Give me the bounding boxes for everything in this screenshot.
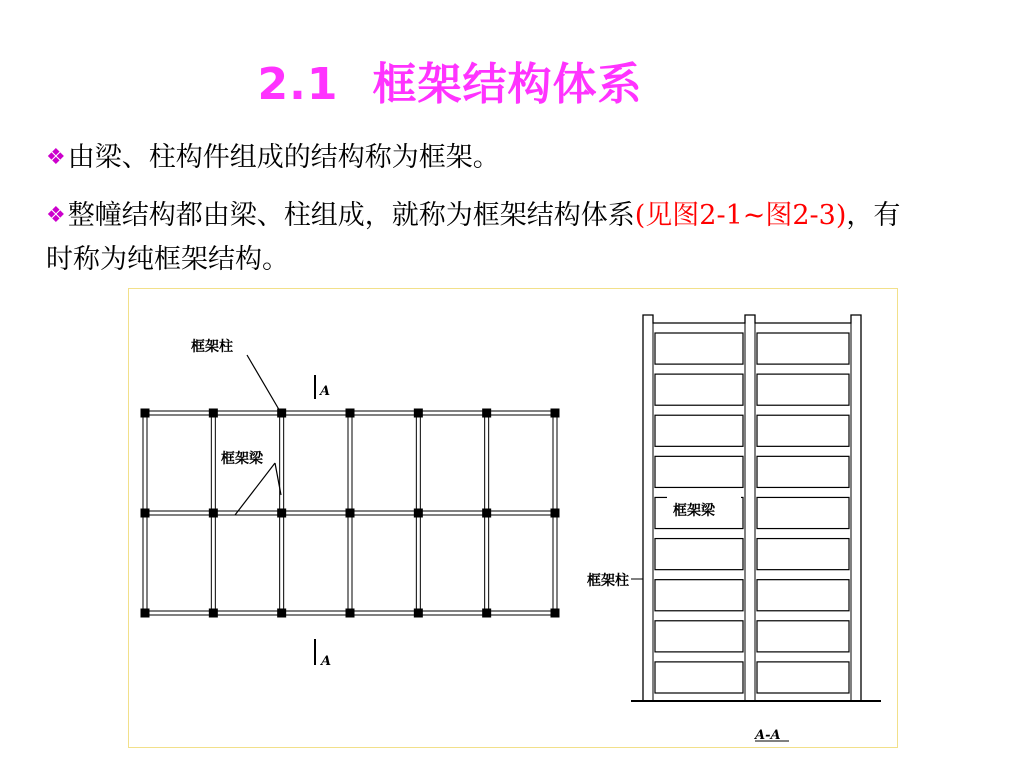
figure-drawing — [129, 289, 899, 749]
bullet-2 — [46, 194, 926, 282]
elevation-beam-label: 框架梁 — [673, 503, 715, 519]
elevation-panel — [757, 580, 849, 611]
plan-column-node — [346, 609, 354, 617]
title-number: 2.1 — [257, 59, 339, 110]
elevation-panel — [757, 621, 849, 652]
plan-column-node — [551, 509, 559, 517]
floor-plan — [141, 355, 559, 665]
elevation-panel — [757, 456, 849, 487]
plan-column-node — [209, 409, 217, 417]
elevation-panel — [757, 374, 849, 405]
elevation-column-label: 框架柱 — [587, 573, 629, 589]
plan-column-node — [551, 409, 559, 417]
plan-column-label: 框架柱 — [191, 339, 233, 355]
plan-column-node — [483, 509, 491, 517]
elevation-panel — [757, 497, 849, 528]
elevation-panel — [655, 374, 743, 405]
plan-column-node — [414, 409, 422, 417]
elevation-panel — [655, 621, 743, 652]
plan-column-node — [278, 609, 286, 617]
bullet-2-text: 整幢结构都由梁、柱组成，就称为框架结构体系 — [67, 200, 635, 231]
plan-column-node — [414, 509, 422, 517]
figure-reference: (见图2-1~图2-3) — [634, 200, 847, 231]
plan-column-node — [141, 609, 149, 617]
plan-column-node — [141, 509, 149, 517]
bullet-1 — [46, 136, 946, 180]
elevation-panel — [757, 662, 849, 693]
plan-column-node — [278, 509, 286, 517]
bullet-1-text: 由梁、柱构件组成的结构称为框架。 — [67, 142, 500, 173]
plan-column-node — [209, 609, 217, 617]
plan-column-node — [141, 409, 149, 417]
plan-column-node — [483, 409, 491, 417]
elevation-panel — [655, 539, 743, 570]
section-mark-bottom: A — [321, 654, 332, 669]
section-mark-top: A — [320, 384, 331, 399]
plan-column-node — [346, 509, 354, 517]
diamond-bullet-icon: ❖ — [46, 203, 66, 228]
elevation-panel — [757, 415, 849, 446]
diamond-bullet-icon: ❖ — [46, 145, 66, 170]
plan-column-node — [483, 609, 491, 617]
frame-structure-figure — [128, 288, 898, 748]
elevation-panel — [655, 333, 743, 364]
bullet-2-tail: ，有时称为纯框架结构。 — [46, 200, 901, 275]
elevation-panel — [655, 456, 743, 487]
plan-column-node — [551, 609, 559, 617]
slide-title — [0, 48, 900, 112]
elevation-panel — [655, 415, 743, 446]
section-elevation — [631, 315, 881, 741]
plan-column-node — [346, 409, 354, 417]
elevation-panel — [757, 333, 849, 364]
section-title: A-A — [755, 728, 781, 743]
plan-column-node — [414, 609, 422, 617]
elevation-panel — [655, 662, 743, 693]
elevation-panel — [757, 539, 849, 570]
elevation-panel — [655, 580, 743, 611]
plan-column-node — [209, 509, 217, 517]
title-text: 框架结构体系 — [372, 59, 643, 110]
plan-beam-label: 框架梁 — [221, 451, 263, 467]
